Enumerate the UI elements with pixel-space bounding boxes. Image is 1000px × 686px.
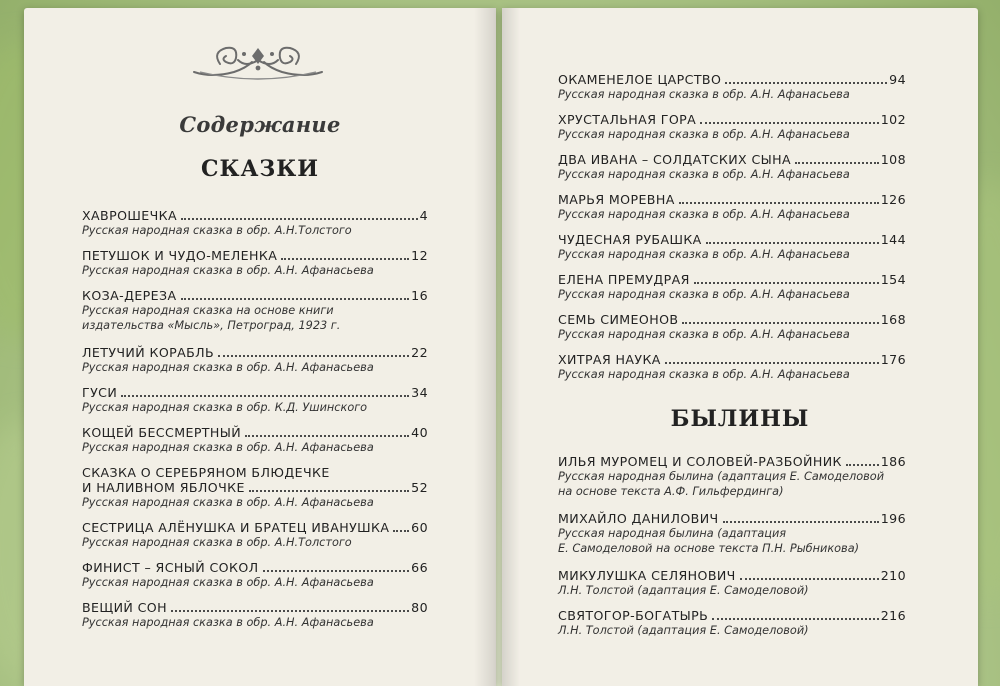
contents-title: Содержание xyxy=(179,112,341,137)
entry-title-row xyxy=(82,480,428,495)
entry-subtitle: Русская народная сказка в обр. А.Н. Афанасьева xyxy=(82,264,374,277)
entry-subtitle: Русская народная сказка в обр. А.Н. Афанасьева xyxy=(558,328,850,341)
entry-title-row xyxy=(82,560,428,575)
toc-entry[interactable] xyxy=(558,511,906,556)
entry-title: МИХАЙЛО ДАНИЛОВИЧ xyxy=(558,511,719,526)
toc-entry[interactable] xyxy=(82,345,428,375)
entry-page-number: 108 xyxy=(880,152,906,167)
section-title-skazki: СКАЗКИ xyxy=(200,156,320,182)
entry-page-number: 60 xyxy=(411,520,428,535)
entry-title-row xyxy=(558,72,906,87)
entry-subtitle: Русская народная былина (адаптация xyxy=(558,527,787,540)
toc-entry[interactable] xyxy=(558,454,906,499)
toc-entry[interactable] xyxy=(558,232,906,262)
entry-page-number: 4 xyxy=(419,208,428,223)
entry-subtitle: Л.Н. Толстой (адаптация Е. Самоделовой) xyxy=(558,584,809,597)
entry-title: ОКАМЕНЕЛОЕ ЦАРСТВО xyxy=(558,72,722,87)
entry-title-row xyxy=(558,352,906,367)
dot-leader xyxy=(700,122,879,124)
entry-page-number: 210 xyxy=(880,568,906,583)
dot-leader xyxy=(725,82,887,84)
entry-subtitle: Е. Самоделовой на основе текста П.Н. Рыбникова) xyxy=(558,542,860,555)
entry-title: ЕЛЕНА ПРЕМУДРАЯ xyxy=(558,272,690,287)
entry-subtitle: Русская народная былина (адаптация Е. Самоделовой xyxy=(558,470,885,483)
entry-title-row xyxy=(558,112,906,127)
toc-entry[interactable] xyxy=(82,425,428,455)
entry-subtitle: на основе текста А.Ф. Гильфердинга) xyxy=(558,485,784,498)
entry-subtitle: Русская народная сказка на основе книги xyxy=(82,304,334,317)
dot-leader xyxy=(171,610,409,612)
entry-subtitle: Русская народная сказка в обр. К.Д. Ушинского xyxy=(82,401,368,414)
entry-title: ХАВРОШЕЧКА xyxy=(82,208,178,223)
toc-entry[interactable] xyxy=(558,352,906,382)
entry-title: ЛЕТУЧИЙ КОРАБЛЬ xyxy=(82,345,215,360)
entry-title-row xyxy=(558,568,906,583)
entry-subtitle: издательства «Мысль», Петроград, 1923 г. xyxy=(82,319,341,332)
dot-leader xyxy=(706,242,879,244)
entry-title: КОЩЕЙ БЕССМЕРТНЫЙ xyxy=(82,425,242,440)
entry-title-row xyxy=(558,152,906,167)
toc-entry[interactable] xyxy=(558,608,906,638)
entry-title: ИЛЬЯ МУРОМЕЦ И СОЛОВЕЙ-РАЗБОЙНИК xyxy=(558,454,842,469)
right-page xyxy=(502,8,978,686)
toc-entry[interactable] xyxy=(558,72,906,102)
entry-subtitle: Русская народная сказка в обр. А.Н. Афанасьева xyxy=(82,496,374,509)
entry-page-number: 80 xyxy=(411,600,428,615)
entry-title: ХРУСТАЛЬНАЯ ГОРА xyxy=(558,112,697,127)
toc-entry[interactable] xyxy=(82,288,428,333)
dot-leader xyxy=(181,298,410,300)
entry-page-number: 168 xyxy=(880,312,906,327)
entry-subtitle: Русская народная сказка в обр. А.Н. Афанасьева xyxy=(558,368,850,381)
entry-page-number: 102 xyxy=(880,112,906,127)
toc-entry[interactable] xyxy=(82,385,428,415)
entry-page-number: 34 xyxy=(411,385,428,400)
toc-entry[interactable] xyxy=(82,560,428,590)
entry-title-row xyxy=(558,312,906,327)
entry-title-row xyxy=(82,520,428,535)
entry-title: ВЕЩИЙ СОН xyxy=(82,600,167,615)
dot-leader xyxy=(263,570,410,572)
toc-entry[interactable] xyxy=(558,568,906,598)
dot-leader xyxy=(682,322,878,324)
toc-entry[interactable] xyxy=(82,208,428,238)
dot-leader xyxy=(740,578,879,580)
entry-page-number: 126 xyxy=(880,192,906,207)
left-page xyxy=(24,8,496,686)
toc-entry[interactable] xyxy=(558,312,906,342)
entry-subtitle: Русская народная сказка в обр. А.Н. Афанасьева xyxy=(82,441,374,454)
ornament-flourish-icon xyxy=(190,42,326,84)
dot-leader xyxy=(245,435,409,437)
entry-title-row xyxy=(558,272,906,287)
entry-page-number: 22 xyxy=(411,345,428,360)
entry-title: ГУСИ xyxy=(82,385,118,400)
entry-subtitle: Русская народная сказка в обр. А.Н. Афанасьева xyxy=(558,168,850,181)
toc-entry[interactable] xyxy=(82,520,428,550)
entry-page-number: 176 xyxy=(880,352,906,367)
entry-title-row xyxy=(82,248,428,263)
dot-leader xyxy=(281,258,409,260)
entry-title: ХИТРАЯ НАУКА xyxy=(558,352,661,367)
entry-title-row xyxy=(558,232,906,247)
entry-subtitle: Л.Н. Толстой (адаптация Е. Самоделовой) xyxy=(558,624,809,637)
dot-leader xyxy=(795,162,879,164)
dot-leader xyxy=(679,202,879,204)
dot-leader xyxy=(181,218,418,220)
entry-title: СЕМЬ СИМЕОНОВ xyxy=(558,312,679,327)
section-title-byliny: БЫЛИНЫ xyxy=(670,406,810,432)
entry-title: СЕСТРИЦА АЛЁНУШКА И БРАТЕЦ ИВАНУШКА xyxy=(82,520,390,535)
entry-page-number: 216 xyxy=(880,608,906,623)
toc-entry[interactable] xyxy=(82,465,428,510)
entry-subtitle: Русская народная сказка в обр. А.Н. Афанасьева xyxy=(82,361,374,374)
entry-subtitle: Русская народная сказка в обр. А.Н.Толстого xyxy=(82,224,352,237)
entry-page-number: 52 xyxy=(411,480,428,495)
entry-title: ЧУДЕСНАЯ РУБАШКА xyxy=(558,232,702,247)
entry-page-number: 186 xyxy=(880,454,906,469)
entry-page-number: 16 xyxy=(411,288,428,303)
entry-page-number: 196 xyxy=(880,511,906,526)
entry-page-number: 94 xyxy=(889,72,906,87)
entry-title: КОЗА-ДЕРЕЗА xyxy=(82,288,177,303)
entry-subtitle: Русская народная сказка в обр. А.Н. Афанасьева xyxy=(558,208,850,221)
dot-leader xyxy=(393,530,409,532)
entry-title-row xyxy=(82,208,428,223)
entry-title-row xyxy=(82,288,428,303)
toc-entry[interactable] xyxy=(558,152,906,182)
entry-page-number: 144 xyxy=(880,232,906,247)
entry-page-number: 154 xyxy=(880,272,906,287)
entry-subtitle: Русская народная сказка в обр. А.Н. Афанасьева xyxy=(82,576,374,589)
entry-title-row xyxy=(82,385,428,400)
entry-title: ПЕТУШОК И ЧУДО-МЕЛЕНКА xyxy=(82,248,278,263)
entry-title: ФИНИСТ – ЯСНЫЙ СОКОЛ xyxy=(82,560,259,575)
toc-entry[interactable] xyxy=(558,272,906,302)
dot-leader xyxy=(218,355,409,357)
dot-leader xyxy=(665,362,879,364)
dot-leader xyxy=(723,521,879,523)
toc-entry[interactable] xyxy=(82,248,428,278)
dot-leader xyxy=(694,282,879,284)
toc-entry[interactable] xyxy=(82,600,428,630)
entry-title: СВЯТОГОР-БОГАТЫРЬ xyxy=(558,608,709,623)
entry-page-number: 40 xyxy=(411,425,428,440)
entry-subtitle: Русская народная сказка в обр. А.Н. Афанасьева xyxy=(82,616,374,629)
entry-subtitle: Русская народная сказка в обр. А.Н. Афанасьева xyxy=(558,288,850,301)
entry-title-row xyxy=(558,608,906,623)
entry-title: МИКУЛУШКА СЕЛЯНОВИЧ xyxy=(558,568,736,583)
entry-title: ДВА ИВАНА – СОЛДАТСКИХ СЫНА xyxy=(558,152,792,167)
dot-leader xyxy=(712,618,879,620)
dot-leader xyxy=(249,490,409,492)
entry-subtitle: Русская народная сказка в обр. А.Н. Афанасьева xyxy=(558,128,850,141)
entry-title-row xyxy=(558,511,906,526)
entry-title-row xyxy=(82,425,428,440)
entry-subtitle: Русская народная сказка в обр. А.Н.Толстого xyxy=(82,536,352,549)
dot-leader xyxy=(121,395,409,397)
entry-subtitle: Русская народная сказка в обр. А.Н. Афанасьева xyxy=(558,248,850,261)
entry-page-number: 12 xyxy=(411,248,428,263)
entry-title-row xyxy=(82,345,428,360)
entry-title-row xyxy=(558,454,906,469)
entry-title: МАРЬЯ МОРЕВНА xyxy=(558,192,675,207)
entry-subtitle: Русская народная сказка в обр. А.Н. Афанасьева xyxy=(558,88,850,101)
entry-title: И НАЛИВНОМ ЯБЛОЧКЕ xyxy=(82,480,245,495)
entry-title-first-line: СКАЗКА О СЕРЕБРЯНОМ БЛЮДЕЧКЕ xyxy=(82,465,330,480)
toc-entry[interactable] xyxy=(558,192,906,222)
entry-title-row xyxy=(558,192,906,207)
toc-entry[interactable] xyxy=(558,112,906,142)
dot-leader xyxy=(846,464,879,466)
entry-page-number: 66 xyxy=(411,560,428,575)
entry-title-row xyxy=(82,600,428,615)
